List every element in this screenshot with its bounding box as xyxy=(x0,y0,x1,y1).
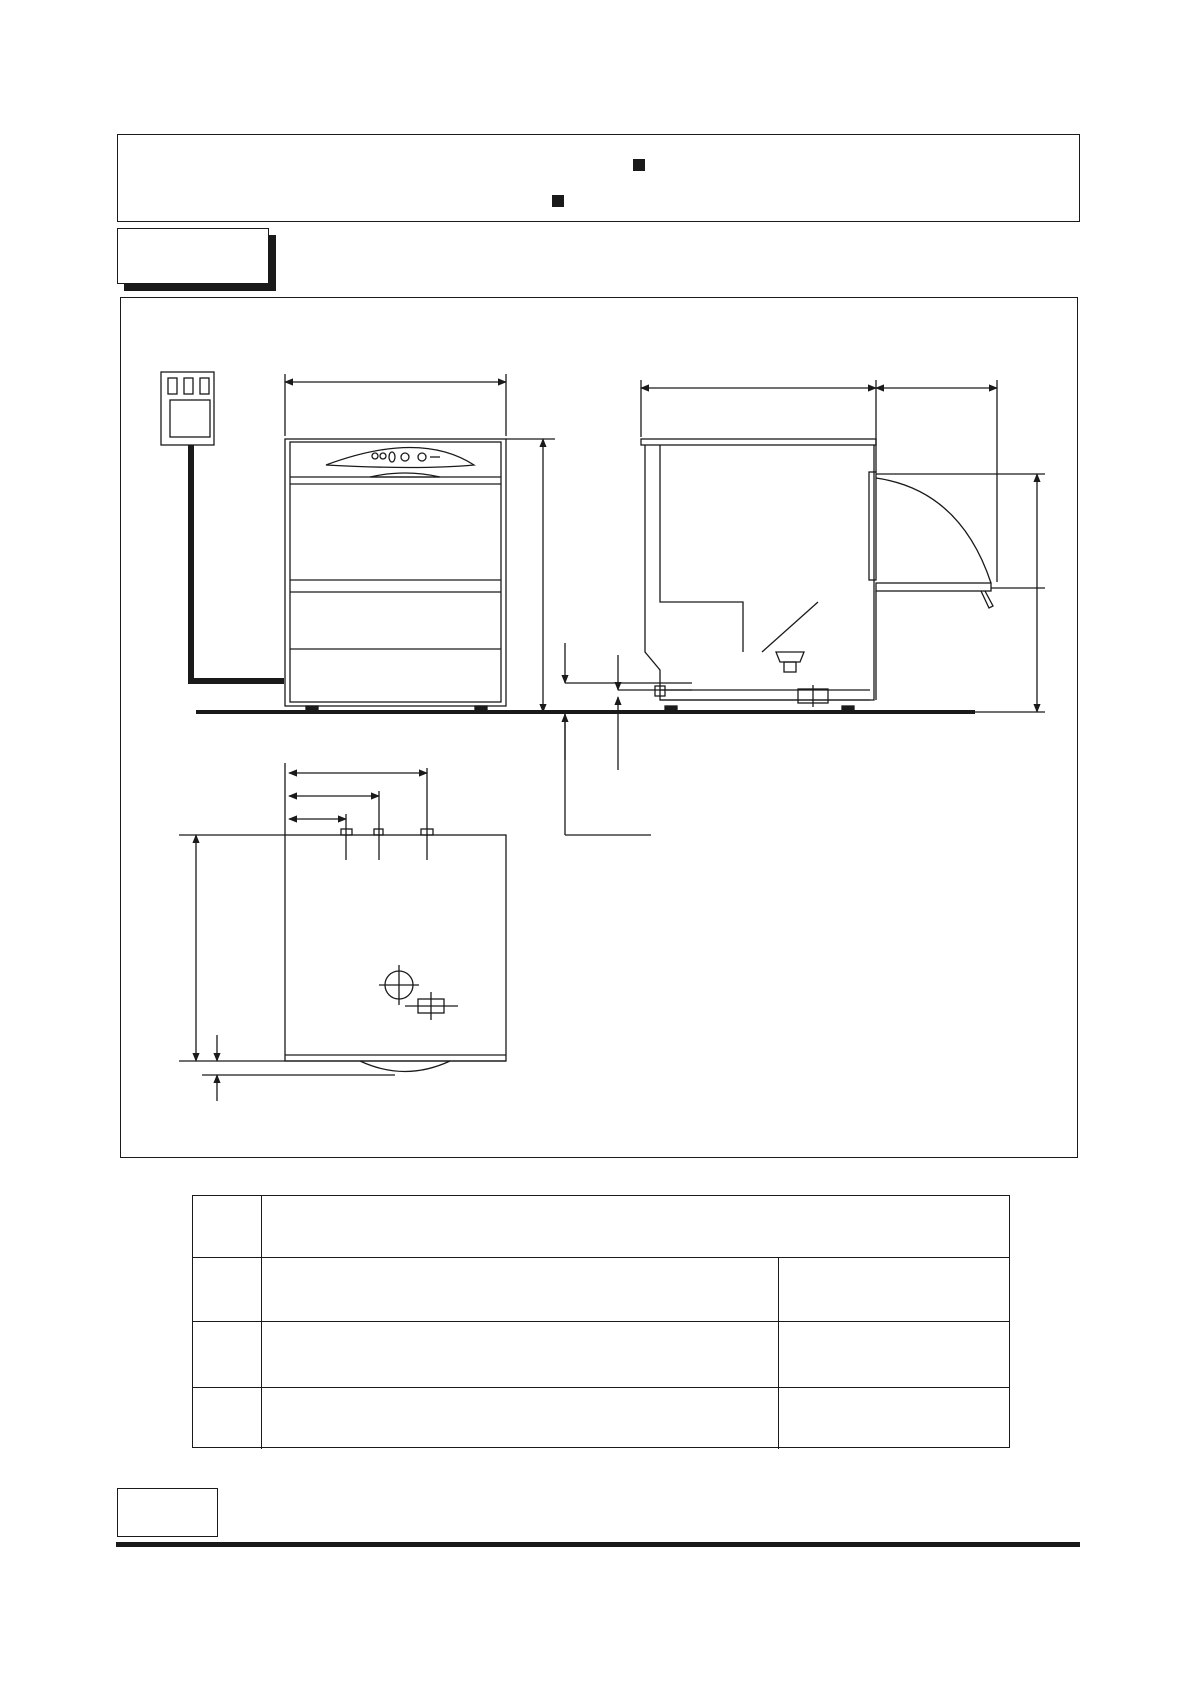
table-row xyxy=(193,1257,1009,1322)
page-number-box xyxy=(117,1488,218,1537)
table-cell-value xyxy=(779,1387,1009,1449)
machine-body xyxy=(285,439,506,706)
table-cell-description xyxy=(261,1321,779,1387)
table-cell-description xyxy=(261,1196,1009,1257)
table-cell-number xyxy=(193,1387,262,1449)
table-cell-description xyxy=(261,1387,779,1449)
table-cell-number xyxy=(193,1196,262,1257)
spec-table xyxy=(192,1195,1010,1448)
front-view xyxy=(161,372,555,712)
footer-rule xyxy=(116,1542,1080,1547)
wall-socket-icon xyxy=(161,372,214,445)
table-cell-number xyxy=(193,1321,262,1387)
power-cable xyxy=(191,445,284,681)
table-cell-description xyxy=(261,1257,779,1321)
table-cell-number xyxy=(193,1257,262,1321)
table-cell-value xyxy=(779,1257,1009,1321)
control-panel xyxy=(326,448,474,468)
table-row xyxy=(193,1196,1009,1258)
top-view xyxy=(179,763,506,1101)
table-row xyxy=(193,1387,1009,1449)
table-row xyxy=(193,1321,1009,1388)
side-view xyxy=(565,380,1045,835)
table-cell-value xyxy=(779,1321,1009,1387)
